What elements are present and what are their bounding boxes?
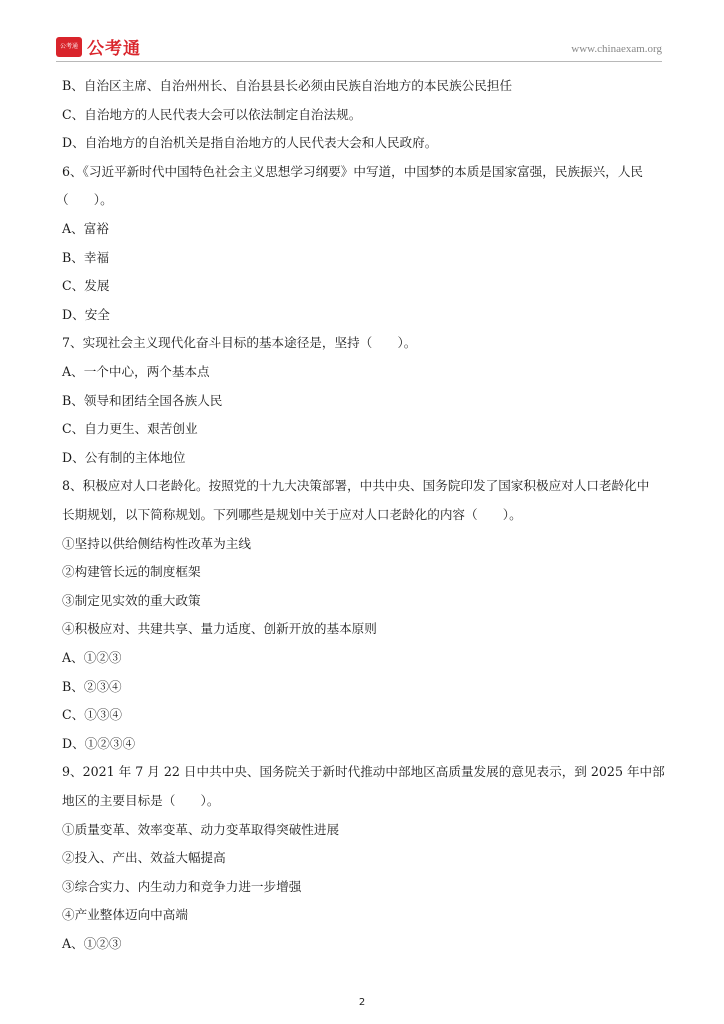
text-line: A、①②③ — [62, 936, 122, 951]
header-divider — [56, 61, 662, 62]
text-line: B、领导和团结全国各族人民 — [62, 393, 223, 408]
text-line: C、发展 — [62, 278, 110, 293]
text-line: ④积极应对、共建共享、量力适度、创新开放的基本原则 — [62, 621, 377, 636]
text-line: ②构建管长远的制度框架 — [62, 564, 201, 579]
text-line: B、幸福 — [62, 250, 110, 265]
text-line: D、自治地方的自治机关是指自治地方的人民代表大会和人民政府。 — [62, 135, 438, 150]
brand-logo — [56, 34, 141, 59]
text-line: D、安全 — [62, 307, 110, 322]
text-line: A、一个中心，两个基本点 — [62, 364, 210, 379]
text-line: 9、2021 年 7 月 22 日中共中央、国务院关于新时代推动中部地区高质量发展的意见表示，到 2025 年中部 — [62, 764, 665, 779]
text-line: C、自治地方的人民代表大会可以依法制定自治法规。 — [62, 107, 362, 122]
text-line: C、自力更生、艰苦创业 — [62, 421, 198, 436]
text-line: D、公有制的主体地位 — [62, 450, 186, 465]
text-line: B、自治区主席、自治州州长、自治县县长必须由民族自治地方的本民族公民担任 — [62, 78, 513, 93]
text-line: ①坚持以供给侧结构性改革为主线 — [62, 536, 251, 551]
text-line: A、①②③ — [62, 650, 122, 665]
logo-text: 公考通 — [87, 39, 141, 59]
text-line: 8、积极应对人口老龄化。按照党的十九大决策部署，中共中央、国务院印发了国家积极应对人口老龄化中 — [62, 478, 650, 493]
text-line: ③制定见实效的重大政策 — [62, 593, 201, 608]
text-line: 6、《习近平新时代中国特色社会主义思想学习纲要》中写道，中国梦的本质是国家富强，民族振兴，人民 — [62, 164, 644, 179]
logo-mark-icon: 公考通 — [56, 37, 82, 57]
text-line: 7、实现社会主义现代化奋斗目标的基本途径是，坚持（ ）。 — [62, 335, 417, 350]
page-number: 2 — [358, 997, 366, 1008]
text-line: 地区的主要目标是（ ）。 — [62, 793, 220, 808]
site-url: www.chinaexam.org — [571, 43, 662, 55]
text-line: C、①③④ — [62, 707, 123, 722]
text-line: ①质量变革、效率变革、动力变革取得突破性进展 — [62, 822, 340, 837]
text-line: （ ）。 — [56, 192, 113, 207]
page-header — [56, 34, 662, 60]
text-line: ③综合实力、内生动力和竞争力进一步增强 — [62, 879, 302, 894]
text-line: 长期规划，以下简称规划。下列哪些是规划中关于应对人口老龄化的内容（ ）。 — [62, 507, 522, 522]
text-line: D、①②③④ — [62, 736, 136, 751]
text-line: B、②③④ — [62, 679, 122, 694]
text-line: A、富裕 — [62, 221, 109, 236]
text-line: ④产业整体迈向中高端 — [62, 907, 188, 922]
text-line: ②投入、产出、效益大幅提高 — [62, 850, 226, 865]
